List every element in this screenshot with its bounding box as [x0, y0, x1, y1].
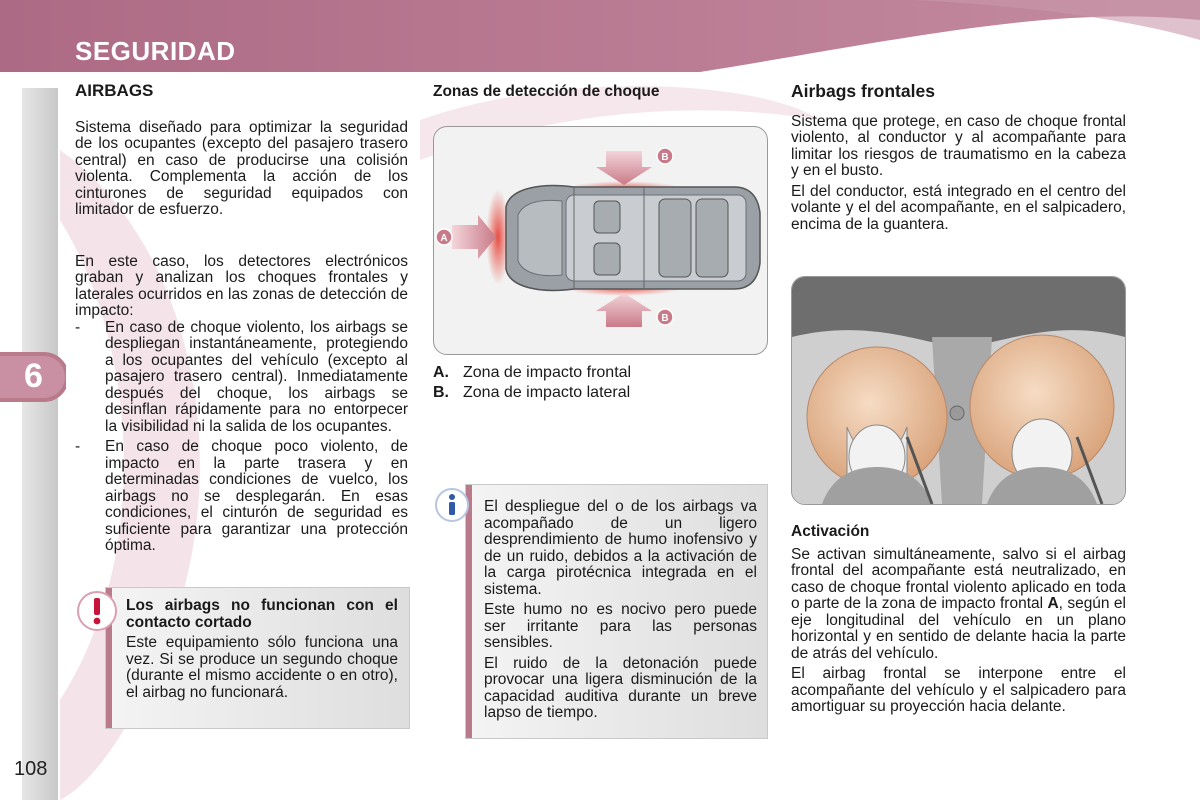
list-item: - En caso de choque poco violento, de impacto en la parte trasera y en determinadas condiciones de vuelco, los airbags no se desplegarán. En esas condiciones, el cinturón de seguridad es suficiente para garantizar una protección óptima.: [75, 438, 408, 554]
warning-title: Los airbags no funcionan con el contacto cortado: [126, 597, 398, 631]
info-paragraph-2: Este humo no es nocivo pero puede ser irritante para las personas sensibles.: [484, 601, 757, 651]
deployed-airbags-image: [792, 277, 1125, 504]
frontal-paragraph-1: Sistema que protege, en caso de choque frontal violento, al conductor y al acompañante para limitar los riesgos de traumatismo en la cabeza y en el busto.: [791, 112, 1126, 179]
info-icon: [434, 487, 470, 523]
frontal-paragraph-2: El del conductor, está integrado en el centro del volante y el del acompañante, en el salpicadero, encima de la guantera.: [791, 182, 1126, 233]
column-airbags: [75, 83, 408, 555]
svg-text:B: B: [661, 313, 669, 324]
activation-section: [791, 524, 1126, 716]
legend-item: B. Zona de impacto lateral: [433, 384, 631, 401]
section-title: SEGURIDAD: [75, 36, 236, 66]
label-b-bottom-marker: [657, 309, 673, 325]
airbags-intro: Sistema diseñado para optimizar la seguridad de los ocupantes (excepto del pasajero trasero central) en caso de producirse una colisión violenta. Complementa la acción de los cinturones de seguridad equipados con limitador de esfuerzo.: [75, 118, 408, 218]
zones-legend: [433, 363, 631, 403]
activation-heading: Activación: [791, 523, 870, 540]
car-top-view: [434, 127, 767, 354]
activation-paragraph-2: El airbag frontal se interpone entre el acompañante del vehículo y el salpicadero para amortiguar su proyección hacia delante.: [791, 665, 1126, 715]
chapter-number: 6: [24, 357, 43, 395]
warning-icon: [76, 590, 118, 632]
info-paragraph-1: El despliegue del o de los airbags va acompañado de un ligero desprendimiento de humo inofensivo y de un ruido, debidos a la activación de la carga pirotécnica integrada en el sistema.: [484, 498, 757, 598]
list-item: - En caso de choque violento, los airbags se despliegan instantáneamente, protegiendo a los ocupantes del vehículo (excepto al pasajero trasero central). Inmediatamente después del choque, los airbags se desinflan rápidamente para no entorpecer la visibilidad ni la salida de los ocupantes.: [75, 318, 408, 435]
column-frontal-airbags: [791, 83, 1126, 233]
detectors-paragraph: En este caso, los detectores electrónicos graban y analizan los choques frontales y laterales ocurridos en las zonas de detección de impacto:: [75, 252, 408, 319]
page-number: 108: [14, 758, 48, 780]
frontal-airbags-illustration: [791, 276, 1126, 505]
legend-item: A. Zona de impacto frontal: [433, 364, 632, 381]
zones-heading: Zonas de detección de choque: [433, 83, 660, 100]
svg-text:A: A: [440, 233, 448, 244]
warning-box: [105, 587, 410, 729]
svg-text:B: B: [661, 152, 669, 163]
activation-paragraph-1: Se activan simultáneamente, salvo si el airbag frontal del acompañante está neutralizado, en caso de choque frontal violento aplicado en toda o parte de la zona de impacto frontal A, según el eje longitudinal del vehículo en un plano horizontal y en sentido de delante hacia la parte de atrás del vehículo.: [791, 545, 1126, 662]
info-box: [465, 484, 768, 739]
label-a-marker: [436, 229, 452, 245]
warning-text: Este equipamiento sólo funciona una vez. Si se produce un segundo choque (durante el mismo accidente o en otro), el airbag no funcionará.: [126, 634, 398, 701]
label-b-top-marker: [657, 148, 673, 164]
info-paragraph-3: El ruido de la detonación puede provocar una ligera disminución de la capacidad auditiva durante un breve lapso de tiempo.: [484, 654, 757, 721]
airbags-heading: AIRBAGS: [75, 81, 154, 100]
frontal-airbags-heading: Airbags frontales: [791, 81, 935, 101]
impact-zones-diagram: [433, 126, 768, 355]
